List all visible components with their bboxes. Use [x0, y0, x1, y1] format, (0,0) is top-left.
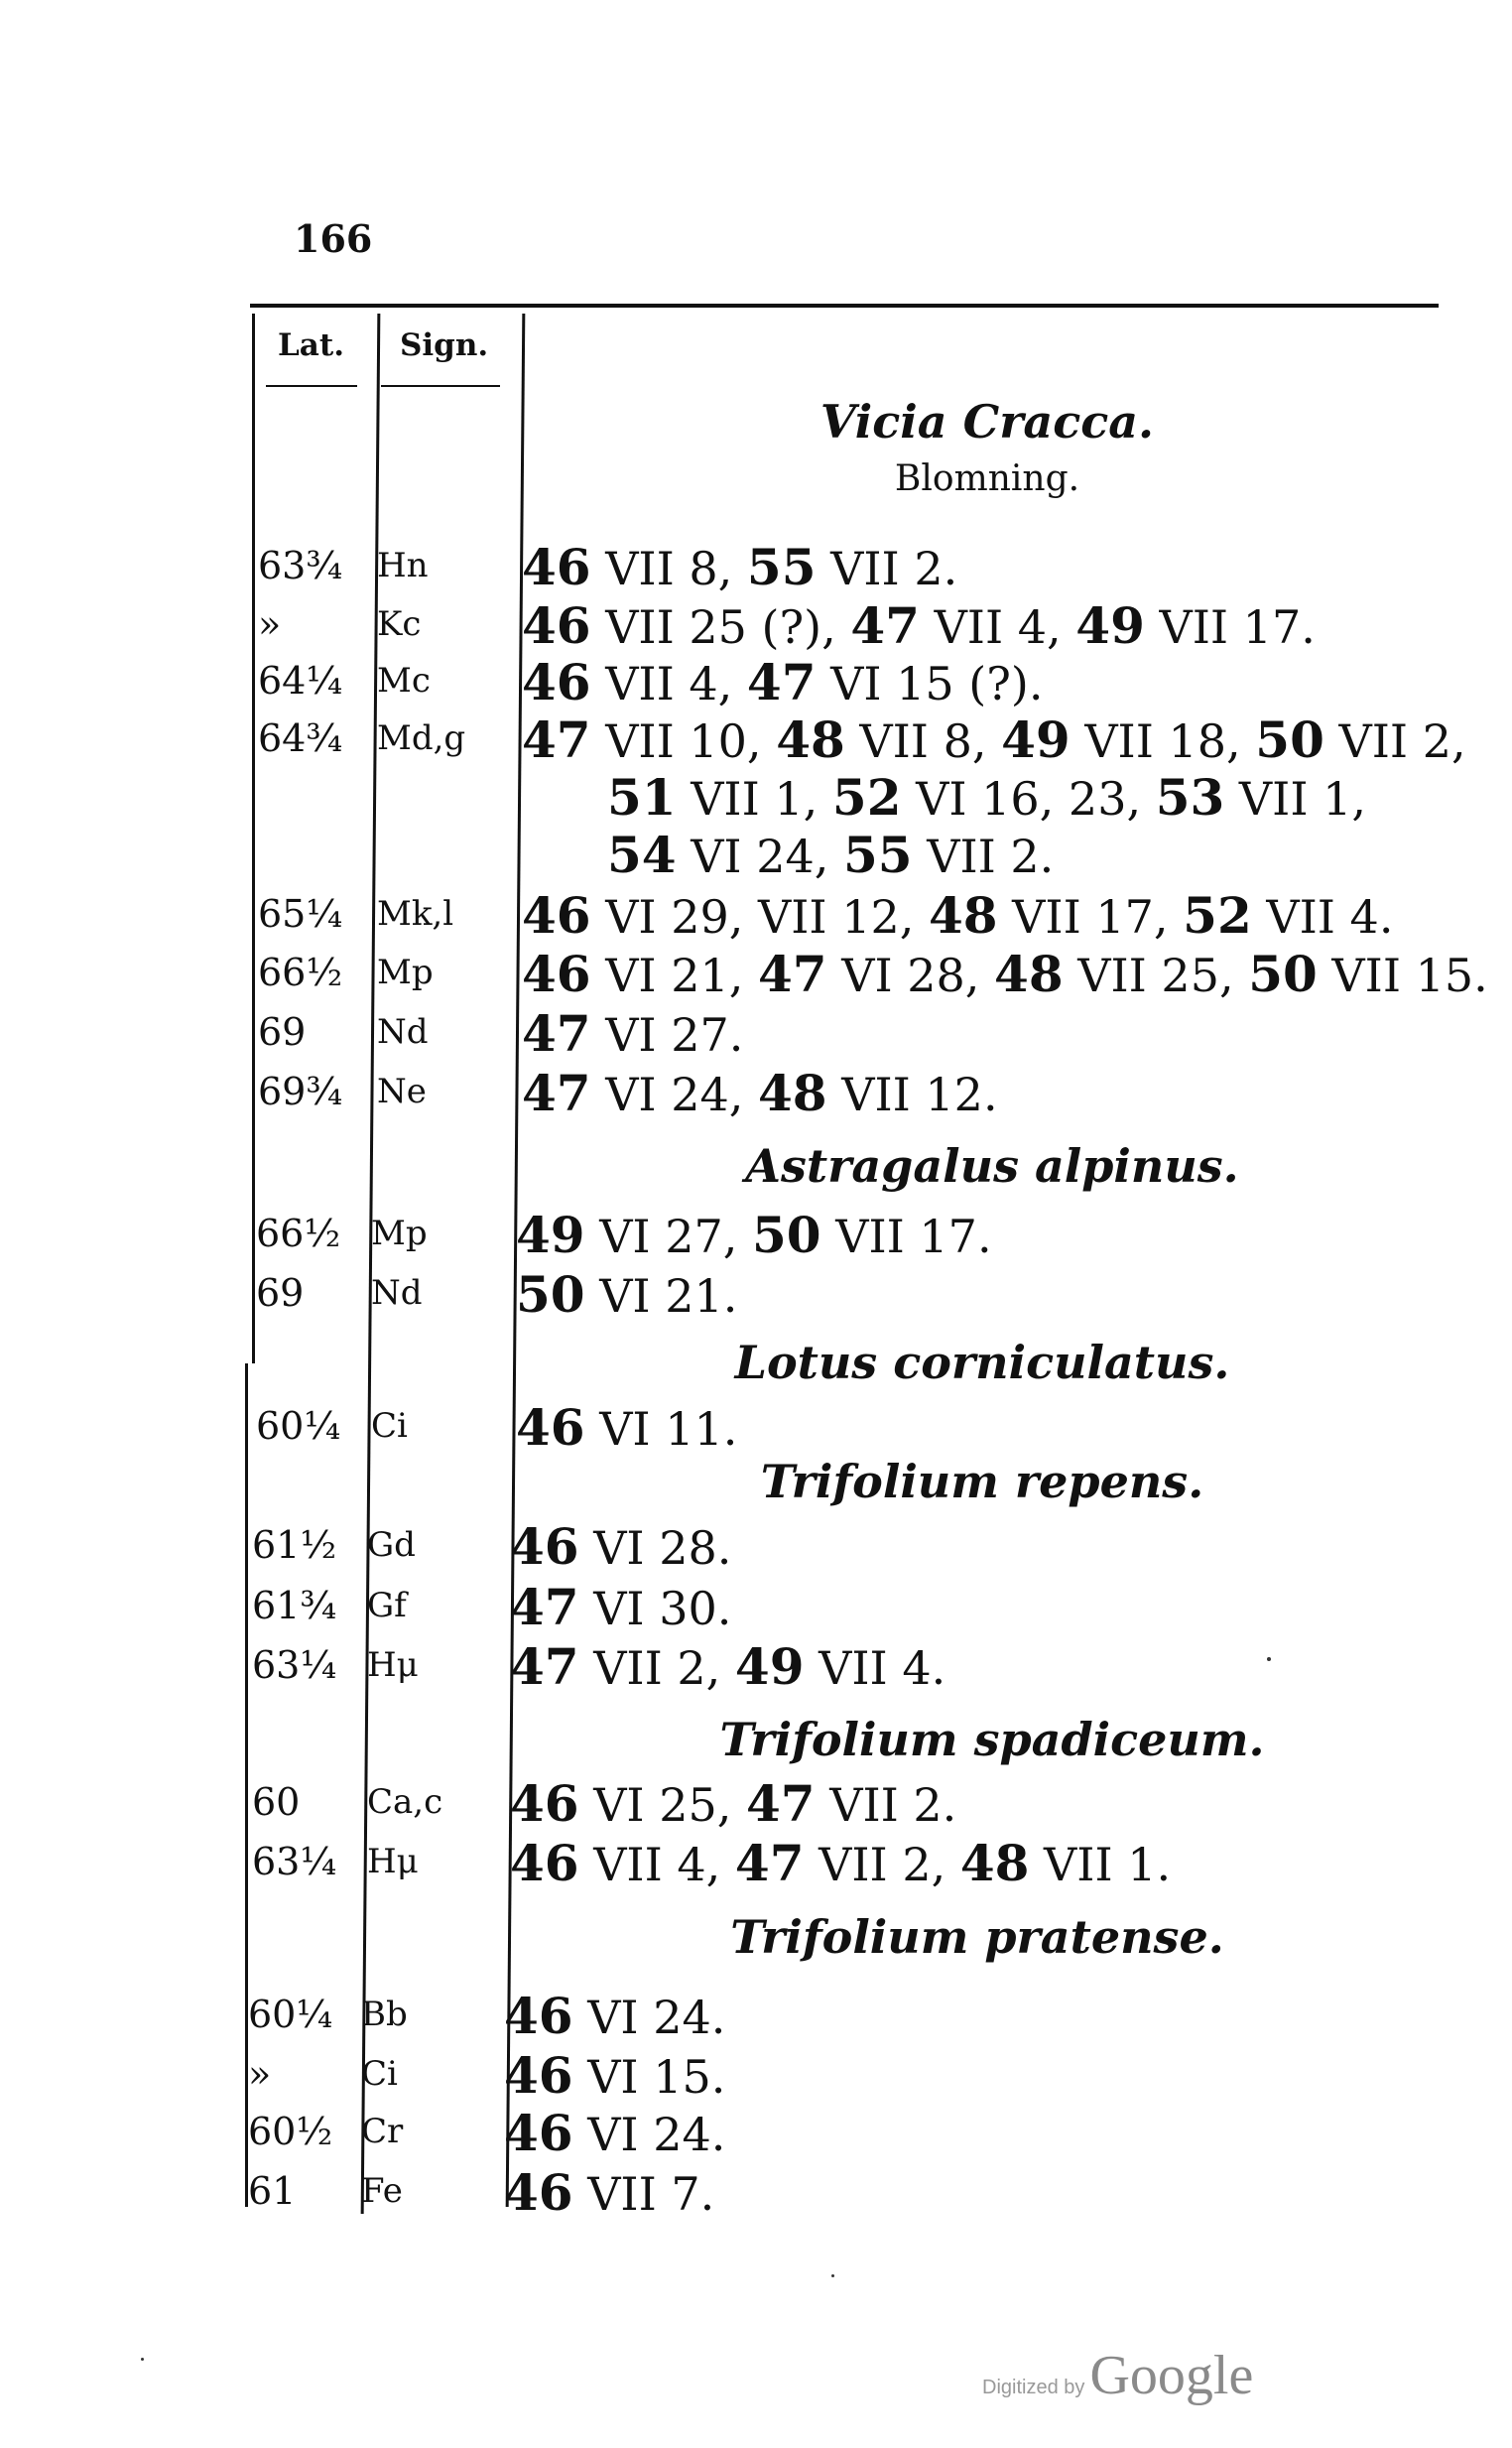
year-number: 47 — [734, 1834, 805, 1892]
observation-line — [522, 538, 957, 596]
date-text: VII 8, — [590, 542, 747, 595]
date-text: VI 21, — [590, 949, 759, 1002]
station-sign-cell: Mc — [377, 661, 431, 701]
section-title: Astragalus alpinus. — [745, 1139, 1239, 1193]
latitude-cell: 61½ — [252, 1523, 337, 1567]
date-text: VI 16, 23, — [901, 772, 1156, 826]
date-text: VII 25, — [1063, 949, 1249, 1002]
date-text: VII 25 (?), — [590, 600, 851, 654]
date-text: VI 15 (?). — [816, 657, 1044, 710]
observation-line — [607, 826, 1054, 884]
date-text: VI 30. — [578, 1582, 732, 1635]
latitude-cell: 64¾ — [258, 716, 343, 760]
station-sign-cell: Hμ — [367, 1842, 419, 1881]
year-number: 46 — [510, 1517, 579, 1576]
observation-line — [504, 2104, 725, 2162]
date-text: VII 7. — [572, 2167, 715, 2221]
date-text: VI 27, — [584, 1210, 753, 1263]
top-rule — [250, 304, 1439, 308]
observation-line — [510, 1637, 945, 1696]
station-sign-cell: Gd — [367, 1525, 416, 1565]
date-text: VII 2. — [912, 830, 1055, 883]
date-text: VII 2. — [816, 542, 958, 595]
observation-line — [510, 1517, 731, 1576]
latitude-cell: 65¼ — [258, 892, 343, 936]
year-number: 55 — [746, 538, 817, 596]
digitized-by-google-watermark — [982, 2344, 1253, 2407]
year-number: 46 — [504, 2104, 573, 2162]
year-number: 47 — [510, 1578, 579, 1636]
latitude-cell: 63¾ — [258, 544, 343, 587]
latitude-cell: » — [258, 602, 282, 646]
column-rule-middle — [361, 314, 381, 2214]
year-number: 46 — [504, 1987, 573, 2045]
year-number: 47 — [746, 1774, 816, 1833]
date-text: VII 17, — [997, 890, 1184, 944]
observation-line — [504, 2046, 725, 2105]
year-number: 46 — [522, 945, 591, 1003]
latitude-cell: 60½ — [248, 2110, 333, 2153]
station-sign-cell: Mk,l — [377, 894, 454, 934]
station-sign-cell: Ca,c — [367, 1782, 443, 1822]
date-text: VI 24, — [676, 830, 844, 883]
station-sign-cell: Mp — [377, 953, 434, 992]
date-text: VII 4, — [590, 657, 747, 710]
station-sign-cell: Nd — [371, 1273, 423, 1313]
page-speck — [831, 2274, 834, 2277]
year-number: 48 — [994, 945, 1064, 1003]
section-subtitle: Blomning. — [894, 458, 1080, 499]
observation-line — [516, 1398, 737, 1457]
station-sign-cell: Cr — [361, 2112, 404, 2151]
year-number: 54 — [607, 826, 677, 884]
latitude-cell: 61 — [248, 2169, 297, 2213]
station-sign-cell: Gf — [367, 1586, 407, 1625]
observation-line — [516, 1265, 737, 1324]
year-number: 47 — [746, 653, 817, 711]
year-number: 47 — [522, 1064, 591, 1122]
latitude-cell: 60 — [252, 1780, 301, 1824]
latitude-cell: 69¾ — [258, 1070, 343, 1113]
date-text: VI 28. — [578, 1521, 732, 1575]
date-text: VI 25, — [578, 1778, 747, 1832]
year-number: 46 — [516, 1398, 585, 1457]
page-speck — [1267, 1657, 1271, 1661]
page-speck — [141, 2358, 144, 2361]
date-text: VII 2. — [815, 1778, 957, 1832]
observation-line — [504, 2163, 714, 2222]
year-number: 46 — [522, 538, 591, 596]
observation-line — [522, 596, 1316, 655]
latitude-cell: 60¼ — [256, 1404, 341, 1448]
station-sign-cell: Hn — [377, 546, 429, 585]
observation-line — [522, 886, 1393, 945]
station-sign-cell: Ci — [371, 1406, 408, 1446]
year-number: 47 — [522, 710, 591, 769]
date-text: VII 18, — [1070, 714, 1256, 768]
date-text: VI 15. — [572, 2050, 726, 2104]
year-number: 47 — [510, 1637, 579, 1696]
date-text: VII 10, — [590, 714, 777, 768]
latitude-cell: 61¾ — [252, 1584, 337, 1627]
date-text: VI 11. — [584, 1402, 738, 1456]
year-number: 49 — [734, 1637, 805, 1696]
station-sign-cell: Ne — [377, 1072, 427, 1111]
date-text: VII 15. — [1317, 949, 1488, 1002]
date-text: VI 24. — [572, 2108, 726, 2161]
year-number: 55 — [843, 826, 913, 884]
section-title: Vicia Cracca. — [819, 395, 1155, 449]
observation-line — [510, 1834, 1171, 1892]
observation-line — [522, 710, 1466, 769]
observation-line — [522, 945, 1488, 1003]
latitude-cell: 64¼ — [258, 659, 343, 703]
date-text: VII 2, — [578, 1641, 735, 1695]
date-text: VI 24. — [572, 1991, 726, 2044]
year-number: 46 — [522, 596, 591, 655]
watermark-prefix: Digitized by — [982, 2377, 1085, 2398]
year-number: 50 — [752, 1206, 821, 1264]
year-number: 50 — [1248, 945, 1318, 1003]
year-number: 49 — [516, 1206, 585, 1264]
sign-header-rule — [381, 385, 500, 387]
year-number: 47 — [758, 945, 827, 1003]
year-number: 47 — [850, 596, 920, 655]
year-number: 50 — [1255, 710, 1324, 769]
latitude-cell: 66½ — [256, 1212, 341, 1255]
year-number: 46 — [510, 1834, 579, 1892]
observation-line — [522, 1004, 743, 1063]
date-text: VII 12. — [826, 1068, 998, 1121]
column-rule-left — [252, 314, 255, 1363]
section-title: Trifolium repens. — [760, 1455, 1204, 1508]
sign-header: Sign. — [400, 327, 489, 363]
year-number: 52 — [831, 768, 902, 827]
observation-line — [607, 768, 1366, 827]
year-number: 51 — [607, 768, 677, 827]
year-number: 48 — [959, 1834, 1030, 1892]
date-text: VII 1, — [676, 772, 832, 826]
observation-line — [522, 1064, 998, 1122]
date-text: VII 17. — [1144, 600, 1316, 654]
date-text: VII 17. — [820, 1210, 992, 1263]
date-text: VII 4. — [804, 1641, 946, 1695]
station-sign-cell: Hμ — [367, 1645, 419, 1685]
year-number: 48 — [758, 1064, 827, 1122]
latitude-cell: 66½ — [258, 951, 343, 994]
observation-line — [516, 1206, 992, 1264]
date-text: VI 29, VII 12, — [590, 890, 929, 944]
section-title: Lotus corniculatus. — [734, 1336, 1230, 1389]
date-text: VI 27. — [590, 1008, 744, 1062]
observation-line — [510, 1774, 956, 1833]
date-text: VII 2, — [1323, 714, 1466, 768]
station-sign-cell: Ci — [361, 2054, 398, 2094]
observation-line — [504, 1987, 725, 2045]
year-number: 47 — [522, 1004, 591, 1063]
station-sign-cell: Md,g — [377, 718, 466, 758]
observation-line — [522, 653, 1043, 711]
date-text: VII 4, — [578, 1838, 735, 1891]
year-number: 46 — [504, 2163, 573, 2222]
station-sign-cell: Nd — [377, 1012, 429, 1052]
date-text: VII 2, — [804, 1838, 960, 1891]
latitude-cell: 69 — [256, 1271, 305, 1315]
date-text: VII 4, — [919, 600, 1076, 654]
page-number: 166 — [294, 216, 373, 261]
year-number: 49 — [1075, 596, 1145, 655]
year-number: 46 — [504, 2046, 573, 2105]
date-text: VI 24, — [590, 1068, 759, 1121]
lat-header-rule — [266, 385, 357, 387]
year-number: 46 — [510, 1774, 579, 1833]
year-number: 53 — [1155, 768, 1225, 827]
date-text: VII 4. — [1251, 890, 1394, 944]
date-text: VII 1, — [1224, 772, 1367, 826]
date-text: VI 28, — [826, 949, 995, 1002]
observation-line — [510, 1578, 731, 1636]
latitude-cell: 63¼ — [252, 1643, 337, 1687]
station-sign-cell: Fe — [361, 2171, 403, 2211]
year-number: 52 — [1183, 886, 1252, 945]
section-title: Trifolium spadiceum. — [719, 1713, 1265, 1766]
latitude-cell: 69 — [258, 1010, 307, 1054]
section-title: Trifolium pratense. — [730, 1910, 1224, 1964]
year-number: 49 — [1001, 710, 1071, 769]
latitude-cell: » — [248, 2052, 272, 2096]
google-logo: Google — [1089, 2345, 1254, 2406]
latitude-cell: 60¼ — [248, 1993, 333, 2036]
latitude-cell: 63¼ — [252, 1840, 337, 1883]
station-sign-cell: Bb — [361, 1995, 408, 2034]
date-text: VII 1. — [1029, 1838, 1172, 1891]
year-number: 46 — [522, 886, 591, 945]
year-number: 48 — [776, 710, 845, 769]
date-text: VII 8, — [844, 714, 1002, 768]
year-number: 46 — [522, 653, 591, 711]
year-number: 50 — [516, 1265, 585, 1324]
station-sign-cell: Kc — [377, 604, 422, 644]
lat-header: Lat. — [278, 327, 344, 363]
year-number: 48 — [928, 886, 998, 945]
date-text: VI 21. — [584, 1269, 738, 1323]
station-sign-cell: Mp — [371, 1214, 428, 1253]
